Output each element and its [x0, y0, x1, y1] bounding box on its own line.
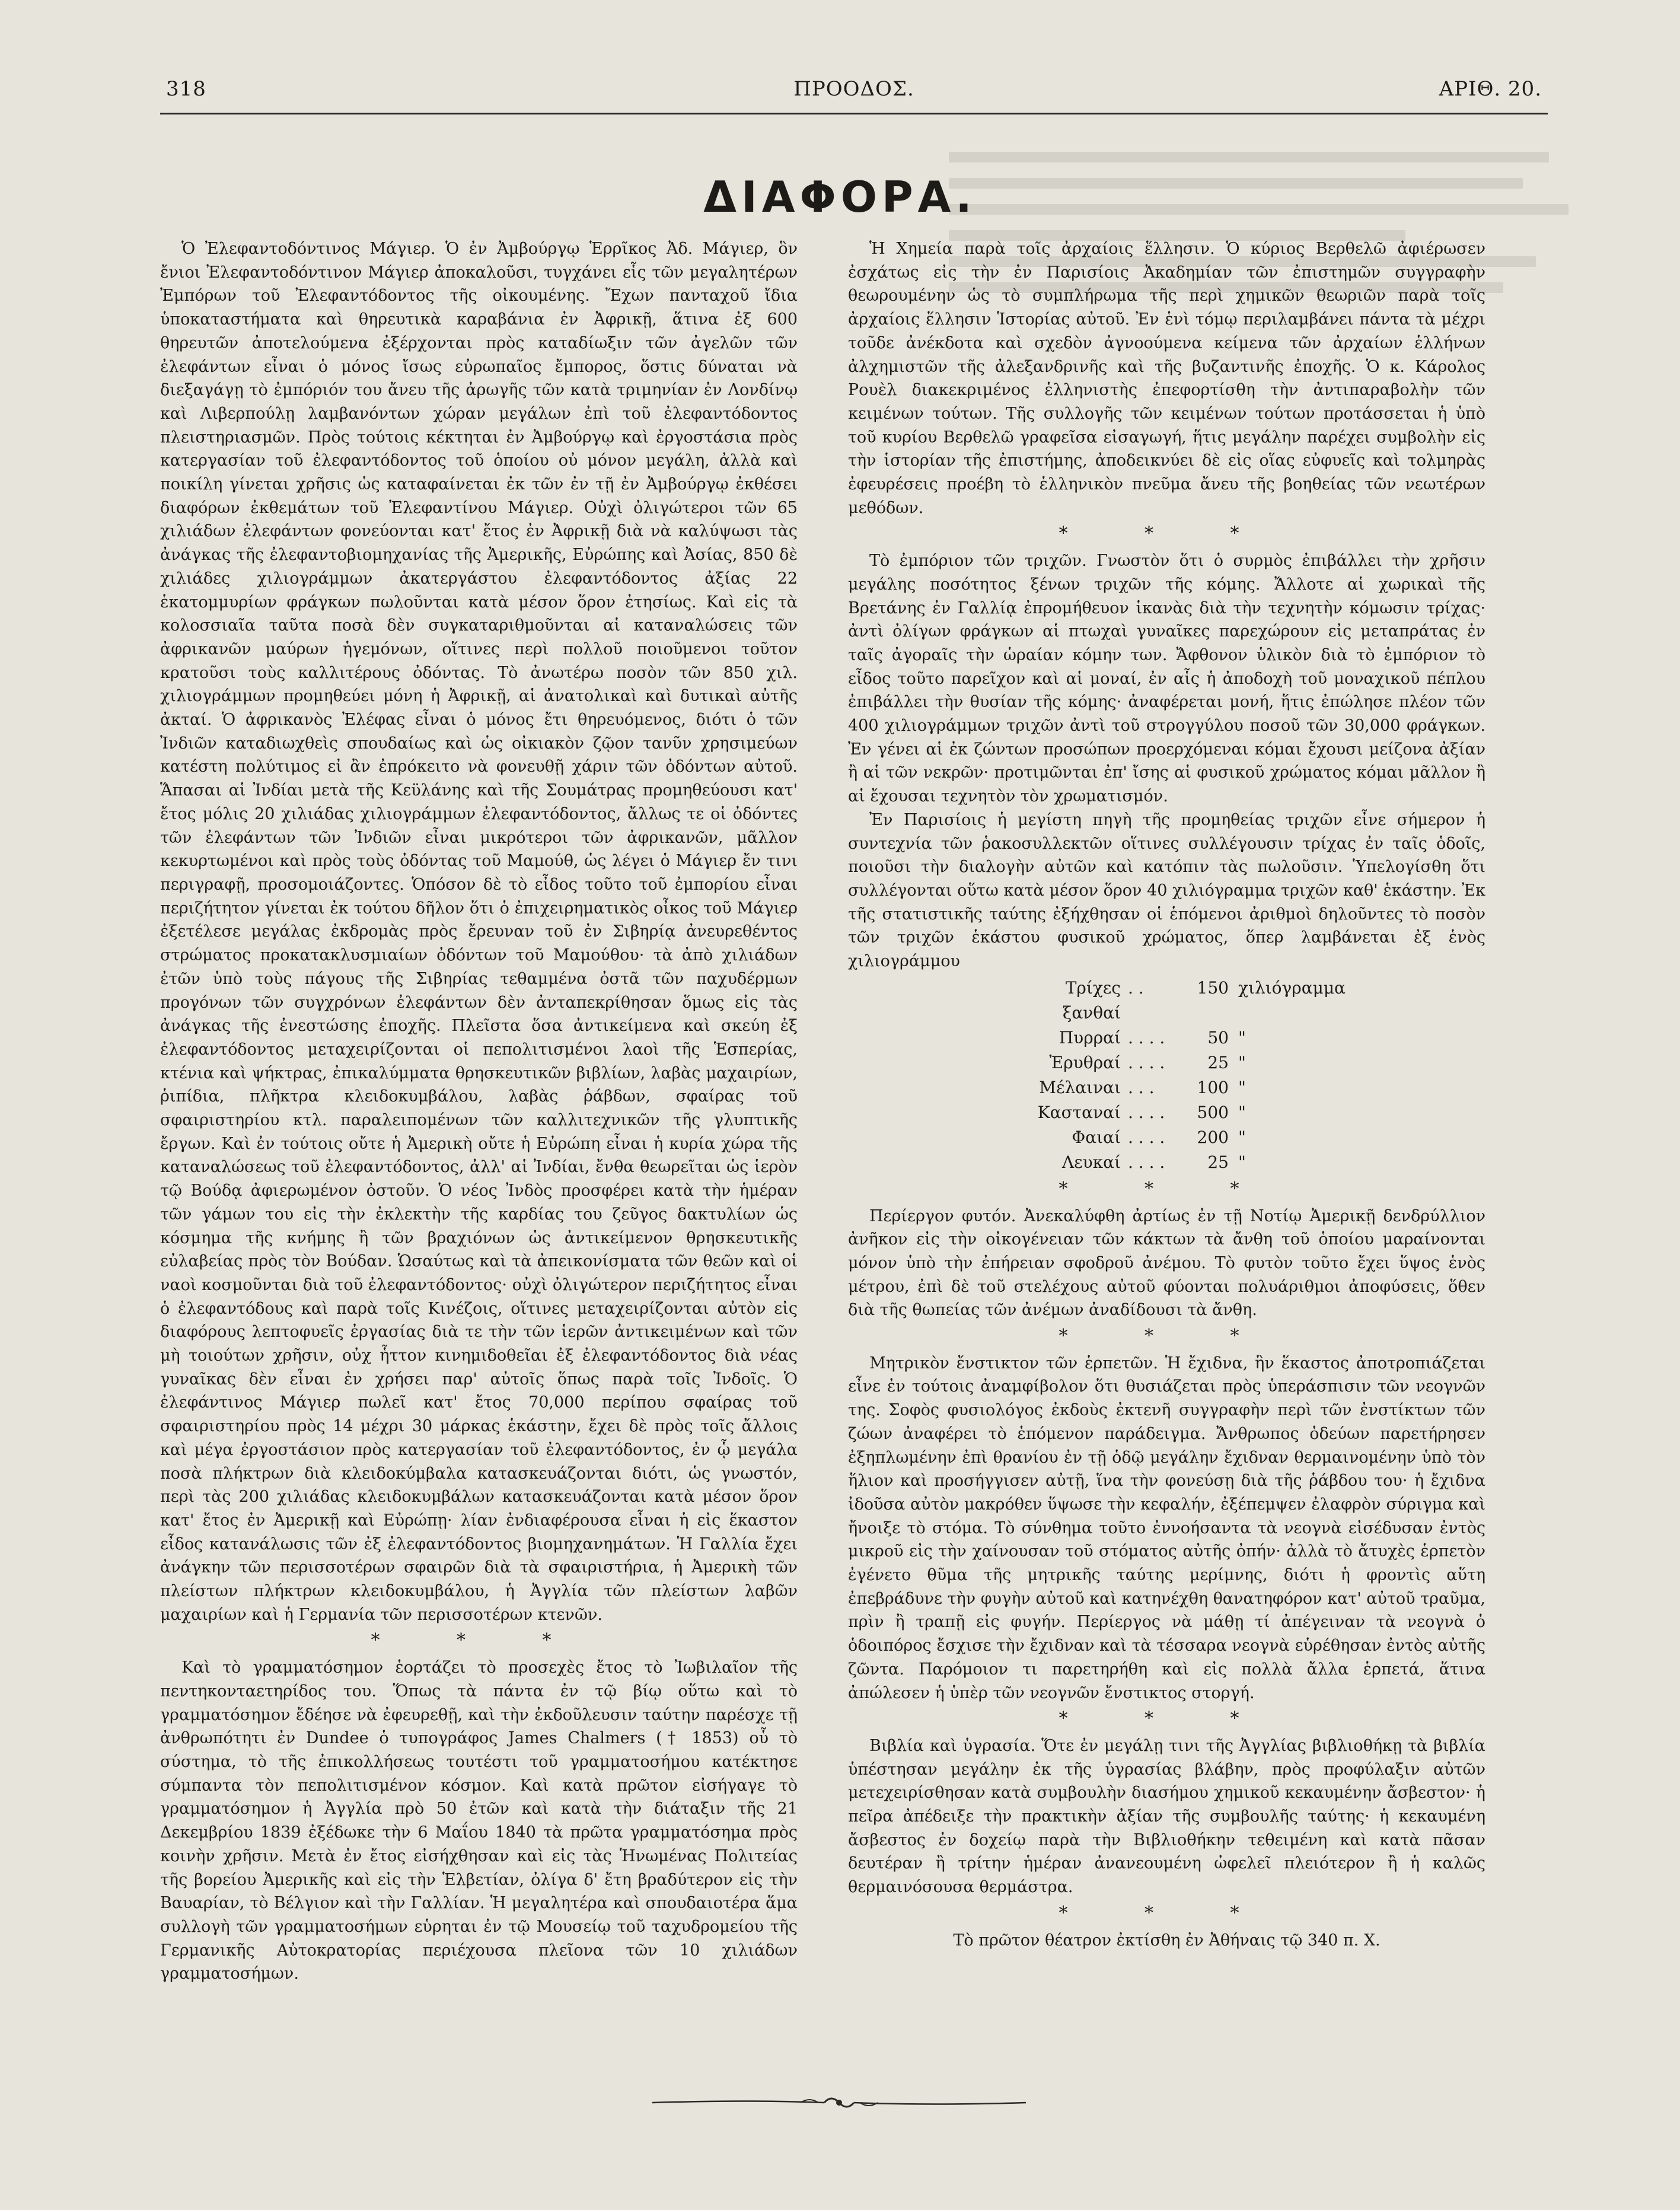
separator-stars: * * * [1059, 523, 1275, 544]
hair-color-table [1002, 976, 1485, 1175]
separator-stars: * * * [1059, 1178, 1275, 1199]
article-postage-stamp: Καὶ τὸ γραμματόσημον ἑορτάζει τὸ προσεχὲς ἔτος τὸ Ἰωβιλαῖον τῆς πεντηκονταετηρίδος του. Ὅπως τὰ πάντα ἐν τῷ βίῳ οὕτω καὶ τὸ γραμματόσημον ἔδέησε νὰ ἐφευρεθῇ, καὶ τὴν ἐκδοῦλευσιν ταύτην παρέσχε τῇ ἀνθρωπότητι ἐν Dundee ὁ τυπογράφος James Chalmers († 1853) οὗ τὸ σύστημα, τὸ τῆς ἐπικολλήσεως τουτέστι τοῦ γραμματοσήμου κατέκτησε σύμπαντα τὸν πεπολιτισμένον κόσμον. Καὶ κατὰ πρῶτον εἰσήγαγε τὸ γραμματόσημον ἡ Ἀγγλία πρὸ 50 ἐτῶν καὶ κατὰ τὴν διάταξιν τῆς 21 Δεκεμβρίου 1839 ἐξέδωκε τὴν 6 Μαΐου 1840 τὰ πρῶτα γραμματόσημα πρὸς κοινὴν χρῆσιν. Μετὰ ἐν ἔτος εἰσήχθησαν καὶ εἰς τὰς Ἡνωμένας Πολιτείας τῆς βορείου Ἀμερικῆς καὶ εἰς τὴν Ἑλβετίαν, ὀλίγα δ' ἔτη βραδύτερον εἰς τὴν Βαυαρίαν, τὸ Βέλγιον καὶ τὴν Γαλλίαν. Ἡ μεγαλητέρα καὶ σπουδαιοτέρα ἅμα συλλογὴ τῶν γραμματοσήμων εὑρηται ἐν τῷ Μουσείῳ τοῦ ταχυδρομείου τῆς Γερμανικῆς Αὐτοκρατορίας περιέχουσα πλεῖονα τῶν 10 χιλιάδων γραμματοσήμων. [160, 1658, 798, 1983]
article-reptile-instinct: Μητρικὸν ἔνστικτον τῶν ἑρπετῶν. Ἡ ἔχιδνα, ἣν ἕκαστος ἀποτροπιάζεται εἶνε ἐν τούτοις ἀναμφίβολον ὅτι θυσιάζεται πρὸς ὑπεράσπισιν τῶν νεογνῶν της. Σοφὸς φυσιολόγος ἐκδοὺς ἐκτενῆ συγγραφὴν περὶ τῶν ἐνστίκτων τῶν ζώων ἀναφέρει τὸ ἑπόμενον παράδειγμα. Ἄνθρωπος ὁδεύων παρετήρησεν ἐξηπλωμένην ἐπὶ θρανίου ἐν τῇ ὁδῷ μεγάλην ἔχιδναν θερμαινομένην ὑπὸ τὸν ἥλιον καὶ προσήγγισεν αὐτῇ, ἵνα τὴν φονεύσῃ διὰ τῆς ῥάβδου του· ἡ ἔχιδνα ἰδοῦσα αὐτὸν μακρόθεν ὕψωσε τὴν κεφαλήν, ἐξέπεμψεν ἐλαφρὸν σύριγμα καὶ ἤνοιξε τὸ στόμα. Τὸ σύνθημα τοῦτο ἐννοήσαντα τὰ νεογνὰ εἰσέδυσαν ἐντὸς μικροῦ εἰς τὴν χαίνουσαν τοῦ στόματος αὐτῆς ὀπήν· ἀλλὰ τὸ ἄτυχὲς ἑρπετὸν ἐγένετο θῦμα τῆς μητρικῆς ταύτης μερίμνης, διότι ἡ φροντὶς αὕτη ἐπεβράδυνε τὴν φυγὴν αὐτοῦ καὶ κατηνέχθη θανατηφόρον κατ' αὐτοῦ τραῦμα, πρὶν ἢ τραπῇ εἰς φυγήν. Περίεργος νὰ μάθῃ τί ἀπέγειναν τὰ νεογνὰ ὁ ὁδοιπόρος ἔσχισε τὴν ἔχιδναν καὶ τὰ τέσσαρα νεογνὰ εὑρέθησαν ἐντὸς αὐτῆς ζῶντα. Παρόμοιον τι παρετηρήθη καὶ εἰς πολλὰ ἄλλα ἑρπετά, ἅτινα ἀπώλεσεν ἡ ὑπὲρ τῶν νεογνῶν ἔνστικτος στοργή. [848, 1354, 1485, 1702]
article-first-theatre: Τὸ πρῶτον θέατρον ἐκτίσθη ἐν Ἀθήναις τῷ 340 π. Χ. [953, 1931, 1381, 1950]
running-header [160, 77, 1548, 113]
separator-stars: * * * [1059, 1708, 1275, 1730]
issue-number: ΑΡΙΘ. 20. [1439, 77, 1542, 101]
right-column [848, 237, 1485, 2064]
table-row: Λευκαί . . . . 25 " [1061, 1152, 1246, 1172]
table-row: Κασταναί . . . . 500 " [1037, 1102, 1246, 1122]
running-title: ΠΡΟΟΔΟΣ. [793, 77, 914, 101]
header-rule [160, 113, 1548, 114]
separator-stars: * * * [371, 1630, 587, 1651]
table-row: Φαιαί . . . . 200 " [1072, 1127, 1246, 1147]
table-row: Μέλαιναι . . . 100 " [1039, 1077, 1246, 1097]
section-title: ΔΙΑΦΟΡΑ. [703, 172, 977, 222]
table-row: Ἐρυθραί . . . . 25 " [1049, 1052, 1246, 1072]
separator-stars: * * * [1059, 1326, 1275, 1347]
table-row: Τρίχες ξανθαί . . 150 χιλιόγραμμα [1062, 977, 1346, 1023]
article-hair-trade: Τὸ ἐμπόριον τῶν τριχῶν. Γνωστὸν ὅτι ὁ συρμὸς ἐπιβάλλει τὴν χρῆσιν μεγάλης ποσότητος ξένων τριχῶν τῆς κόμης. Ἄλλοτε αἱ χωρικαὶ τῆς Βρετάνης ἐν Γαλλίᾳ ἐπρομήθευον ἱκανὰς διὰ τὴν τεχνητὴν κόμωσιν τρίχας· ἀντὶ ὀλίγων φράγκων αἱ πτωχαὶ γυναῖκες παρεχώρουν εἰς μεταπράτας ἐν ταῖς ἀγοραῖς τὴν ὡραίαν κόμην των. Ἄφθονον ὑλικὸν διὰ τὸ ἐμπόριον τὸ εἶδος τοῦτο παρεῖχον καὶ αἱ μοναί, ἐν αἷς ἡ ἀποδοχὴ τοῦ μοναχικοῦ πέπλου ἐπιβάλλει τὴν θυσίαν τῆς κόμης· ἀναφέρεται μονή, ἥτις ἐπώλησε πλέον τῶν 400 χιλιογράμμων τριχῶν ἀντὶ τοῦ στρογγύλου ποσοῦ τῶν 30,000 φράγκων. Ἐν γένει αἱ ἐκ ζώντων προσώπων προερχόμεναι κόμαι ἔχουσι μείζονα ἀξίαν ἢ αἱ τῶν νεκρῶν· προτιμῶνται ἐπ' ἴσης αἱ φυσικοῦ χρώματος κόμαι μᾶλλον ἢ αἱ ἔχουσαι τεχνητὸν τὸν χρωματισμόν. [848, 552, 1485, 806]
article-books-humidity: Βιβλία καὶ ὑγρασία. Ὅτε ἐν μεγάλῃ τινι τῆς Ἀγγλίας βιβλιοθήκῃ τὰ βιβλία ὑπέστησαν μεγάλην ἐκ τῆς ὑγρασίας βλάβην, πρὸς προφύλαξιν αὐτῶν μετεχειρίσθησαν κατὰ συμβουλὴν διασήμου χημικοῦ κεκαυμένην ἄσβεστον· ἡ πεῖρα ἀπέδειξε τὴν πρακτικὴν ἀξίαν τῆς συμβουλῆς ταύτης· ἡ κεκαυμένη ἄσβεστος ἐν δοχείῳ παρὰ τὴν Βιβλιοθήκην τεθειμένη καὶ κατὰ πᾶσαν δευτέραν ἢ τρίτην ἡμέραν ἀνανεουμένη ὠφελεῖ πλειότερον ἢ ἡ καλῶς θερμαινόσουσα θερμάστρα. [848, 1736, 1485, 1897]
page-number: 318 [166, 77, 206, 101]
article-curious-plant: Περίεργον φυτόν. Ἀνεκαλύφθη ἀρτίως ἐν τῇ Νοτίῳ Ἀμερικῇ δενδρύλλιον ἀνῆκον εἰς τὴν οἰκογένειαν τῶν κάκτων τὰ ἄνθη τοῦ ὁποίου μαραίνονται μόνον ὑπὸ τὴν ἐπήρειαν σφοδροῦ ἀνέμου. Τὸ φυτὸν τοῦτο ἔχει ὕψος ἑνὸς μέτρου, ἐπὶ δὲ τοῦ στελέχους αὐτοῦ φύονται πολυάριθμοι ἀποφύσεις, ὅθεν διὰ τῆς θωπείας τῶν ἀνέμων ἀναδίδουσι τὰ ἄνθη. [848, 1206, 1485, 1320]
left-column [160, 237, 798, 2064]
end-ornament [646, 2088, 1032, 2117]
article-hair-trade-paris: Ἐν Παρισίοις ἡ μεγίστη πηγὴ τῆς προμηθείας τριχῶν εἶνε σήμερον ἡ συντεχνία τῶν ῥακοσυλλεκτῶν οἵτινες συλλέγουσιν τρίχας ἐν ταῖς ὁδοῖς, ποιοῦσι τὴν διαλογὴν αὐτῶν καὶ κατόπιν τὰς πωλοῦσιν. Ὑπελογίσθη ὅτι συλλέγονται οὕτω κατὰ μέσον ὅρον 40 χιλιόγραμμα τριχῶν καθ' ἑκάστην. Ἐκ τῆς στατιστικῆς ταύτης ἐξήχθησαν οἱ ἑπόμενοι ἀριθμοὶ δηλοῦντες τὸ ποσὸν τῶν τριχῶν ἑκάστου φυσικοῦ χρώματος, ὅπερ λαμβάνεται ἐξ ἑνὸς χιλιογράμμου [848, 810, 1485, 971]
article-elephant-ivory: Ὁ Ἐλεφαντοδόντινος Μάγιερ. Ὁ ἐν Ἀμβούργῳ Ἑρρῖκος Ἀδ. Μάγιερ, ὃν ἔνιοι Ἐλεφαντοδόντινον Μάγιερ ἀποκαλοῦσι, τυγχάνει εἷς τῶν μεγαλητέρων Ἐμπόρων τοῦ Ἐλεφαντόδοντος τῆς οἰκουμένης. Ἔχων πανταχοῦ ἴδια ὑποκαταστήματα καὶ θηρευτικὰ καραβάνια ἐν Ἀφρικῇ, ἅτινα ἐξ 600 θηρευτῶν ἀποτελούμενα ἐξέρχονται πρὸς καταδίωξιν τῶν ἀγελῶν τῶν ἐλεφάντων εἶναι ὁ μόνος ἴσως εὐρωπαῖος ἔμπορος, ὅστις δύναται νὰ διεξαγάγῃ τὸ ἐμπόριόν του ἄνευ τῆς ἀρωγῆς τῶν κατὰ τριμηνίαν ἐν Λονδίνῳ καὶ Λιβερπούλῃ λαμβανόντων χώραν μεγάλων ἐπὶ τοῦ ἐλεφαντόδοντος πλειστηριασμῶν. Πρὸς τούτοις κέκτηται ἐν Ἀμβούργῳ καὶ ἐργοστάσια πρὸς κατεργασίαν τοῦ ἐλεφαντόδοντος τοῦ ὁποίου οὐ μόνον μεγάλη, ἀλλὰ καὶ ποικίλη γίνεται χρῆσις ὡς καταφαίνεται ἐκ τῶν ἐν τῇ ἐν Ἀμβούργῳ ἐκθέσει διαφόρων ἐκθεμάτων τοῦ Ἐλεφαντίνου Μάγιερ. Οὐχὶ ὀλιγώτεροι τῶν 65 χιλιάδων ἐλεφάντων φονεύονται κατ' ἔτος ἐν Ἀφρικῇ διὰ νὰ καλύψωσι τὰς ἀνάγκας τῆς ἐλεφαντοβιομηχανίας τῆς Ἀμερικῆς, Εὐρώπης καὶ Ἀσίας, 850 δὲ χιλιάδες χιλιογράμμων ἀκατεργάστου ἐλεφαντόδοντος ἀξίας 22 ἑκατομμυρίων φράγκων πωλοῦνται κατὰ μέσον ὅρον ἐτησίως. Καὶ εἰς τὰ κολοσσιαῖα ταῦτα ποσὰ δὲν συγκαταριθμοῦνται αἱ καταναλώσεις τῶν ἀφρικανῶν μαύρων ἡγεμόνων, οἵτινες περὶ πολλοῦ ποιοῦμενοι τοῦτον κρατοῦσι τοὺς καλλιτέρους ὀδόντας. Τὸ ἀνωτέρω ποσὸν τῶν 850 χιλ. χιλιογράμμων προμηθεύει μόνη ἡ Ἀφρικῇ, αἱ ἀνατολικαὶ καὶ δυτικαὶ αὐτῆς ἀκταί. Ὁ ἀφρικανὸς Ἐλέφας εἶναι ὁ μόνος ἔτι θηρευόμενος, διότι ὁ τῶν Ἰνδιῶν καταδιωχθεὶς σπουδαίως καὶ ὡς οἰκιακὸν ζῷον τανῦν χρησιμεύων κατέστη πολύτιμος εἰ ἂν ἐπρόκειτο νὰ φονευθῇ χάριν τῶν ὀδόντων αὐτοῦ. Ἅπασαι αἱ Ἰνδίαι μετὰ τῆς Κεϋλάνης καὶ τῆς Σουμάτρας προμηθεύουσι κατ' ἔτος μόλις 20 χιλιάδας χιλιογράμμων ἐλεφαντόδοντος, ἄλλως τε οἱ ὀδόντες τῶν ἐλεφάντων τῶν Ἰνδιῶν εἶναι μικρότεροι τῶν ἀφρικανῶν, μᾶλλον κεκυρτωμένοι καὶ πρὸς τοὺς ὀδόντας τοῦ Μαμούθ, ὡς λέγει ὁ Μάγιερ ἔν τινι περιγραφῇ, προσομοιάζοντες. Ὁπόσον δὲ τὸ εἶδος τοῦτο τοῦ ἐμπορίου εἶναι περιζήτητον γίνεται ἐκ τούτου δῆλον ὅτι ὁ ἐπιχειρηματικὸς οἶκος τοῦ Μάγιερ ἐξετέλεσε μεγάλας ἐκδρομὰς πρὸς ἔρευναν τοῦ ἐν Σιβηρίᾳ ἀνευρεθέντος στρώματος προκατακλυσμιαίων ὀδόντων τοῦ Μαμούθου· τὰ ἀπὸ χιλιάδων ἐτῶν ὑπὸ τοὺς πάγους τῆς Σιβηρίας τεθαμμένα ὀστᾶ τῶν παχυδέρμων προγόνων τῶν συγχρόνων ἐλεφάντων δὲν ἀνταπεκρίθησαν ὅμως εἰς τὰς ἀνάγκας τῆς ἐνεστώσης ἐποχῆς. Πλεῖστα ὅσα ἀντικείμενα καὶ σκεύη ἐξ ἐλεφαντόδοντος μεταχειρίζονται οἱ πεπολιτισμένοι λαοὶ τῆς Ἑσπερίας, κτένια καὶ ψήκτρας, ἐπικαλύμματα θρησκευτικῶν βιβλίων, λαβὰς μαχαιρίων, ῥιπίδια, πλῆκτρα κλειδοκυμβάλου, λαβὰς ῥάβδων, σφαίρας τοῦ σφαιριστηρίου κτλ. παραλειπομένων τῶν καλλιτεχνικῶν τῆς γλυπτικῆς ἔργων. Καὶ ἐν τούτοις οὔτε ἡ Ἀμερικὴ οὔτε ἡ Εὐρώπη εἶναι ἡ κυρία χώρα τῆς καταναλώσεως τοῦ ἐλεφαντόδοντος, ἀλλ' αἱ Ἰνδίαι, ἔνθα θεωρεῖται ὡς ἱερὸν τῷ Βούδᾳ ἀφιερωμένον ὀστοῦν. Ὁ νέος Ἰνδὸς προσφέρει κατὰ τὴν ἡμέραν τῶν γάμων του εἰς τὴν ἐκλεκτὴν τῆς καρδίας του ζεῦγος δακτυλίων ὡς κόσμημα τῆς κνήμης ἢ τῶν βραχιόνων ὡς ἀντικείμενον θρησκευτικῆς εὐλαβείας πρὸς τὸν Βούδαν. Ὡσαύτως καὶ τὰ ἀπεικονίσματα τῶν θεῶν καὶ οἱ ναοὶ κοσμοῦνται διὰ τοῦ ἐλεφαντόδοντος· οὐχὶ ὀλιγώτερον περιζήτητος εἶναι ὁ ἐλεφαντόδους καὶ παρὰ τοῖς Κινέζοις, οἵτινες μεταχειρίζονται αὐτὸν εἰς διαφόρους λεπτοφυεῖς ἐργασίας διὰ τε τὴν τῶν ἱερῶν ἀντικειμένων καὶ τῶν μὴ τοιούτων χρῆσιν, οὐχ ἧττον κινημιδοθεῖαι ἐξ ἐλεφαντόδοντος διὰ νέας γυναῖκας δὲν εἶναι ἐν χρήσει παρ' αὐτοῖς ὅπως παρὰ τοῖς Ἰνδοῖς. Ὁ ἐλεφάντινος Μάγιερ πωλεῖ κατ' ἔτος 70,000 περίπου σφαίρας τοῦ σφαιριστηρίου πρὸς 14 μέχρι 30 μάρκας ἑκάστην, ἔχει δὲ πρὸς τοῖς ἄλλοις καὶ μέγα ἐργοστάσιον πρὸς κατεργασίαν τοῦ ἐλεφαντόδοντος, ἐν ᾧ μεγάλα ποσὰ πλήκτρων διὰ κλειδοκύμβαλα κατασκευάζονται διότι, ὡς γνωστόν, περὶ τὰς 200 χιλιάδας κλειδοκυμβάλων κατασκευάζονται κατὰ μέσον ὅρον κατ' ἔτος ἐν Ἀμερικῇ καὶ Εὐρώπῃ· λίαν ἐνδιαφέρουσα εἶναι ἡ εἰς ἕκαστον εἶδος κατανάλωσις τῶν ἐξ ἐλεφαντόδοντος βιομηχανημάτων. Ἡ Γαλλία ἔχει ἀνάγκην τῶν περισσοτέρων σφαιρῶν διὰ τὰ σφαιριστήρια, ἡ Ἀμερικὴ τῶν πλείστων πλήκτρων κλειδοκυμβάλου, ἡ Ἀγγλία τῶν πλείστων λαβῶν μαχαιρίων καὶ ἡ Γερμανία τῶν περισσοτέρων κτενῶν. [160, 240, 798, 1624]
article-chemistry: Ἡ Χημεία παρὰ τοῖς ἀρχαίοις ἕλλησιν. Ὁ κύριος Βερθελῶ ἀφιέρωσεν ἐσχάτως εἰς τὴν ἐν Παρισίοις Ἀκαδημίαν τῶν ἐπιστημῶν συγγραφὴν θεωρουμένην ὡς τὸ συμπλήρωμα τῆς περὶ χημικῶν θεωριῶν παρὰ τοῖς ἀρχαίοις ἕλλησιν Ἱστορίας αὐτοῦ. Ἐν ἑνὶ τόμῳ περιλαμβάνει πάντα τὰ μέχρι τοῦδε ἀνέκδοτα καὶ σχεδὸν ἀγνοούμενα κείμενα τῶν ἀρχαίων ἑλλήνων ἀλχημιστῶν τῆς ἀλεξανδρινῆς καὶ τῆς βυζαντινῆς ἐποχῆς. Ὁ κ. Κάρολος Ρουὲλ διακεκριμένος ἑλληνιστὴς ἐπεφορτίσθη τὴν ἀντιπαραβολὴν τῶν κειμένων τούτων. Τῆς συλλογῆς τῶν κειμένων τούτων προτάσσεται ἡ ὑπὸ τοῦ κυρίου Βερθελῶ γραφεῖσα εἰσαγωγή, ἥτις μεγάλην παρέχει συμβολὴν εἰς τὴν ἱστορίαν τῆς ἐπιστήμης, ἀποδεικνύει δὲ εἰς οἵας εὐφυεῖς καὶ τολμηρὰς ἐφευρέσεις προέβη τὸ ἑλληνικὸν πνεῦμα ἄνευ τῆς βοηθείας τῶν νεωτέρων μεθόδων. [848, 240, 1485, 517]
table-row: Πυρραί . . . . 50 " [1059, 1027, 1246, 1047]
separator-stars: * * * [1059, 1902, 1275, 1924]
